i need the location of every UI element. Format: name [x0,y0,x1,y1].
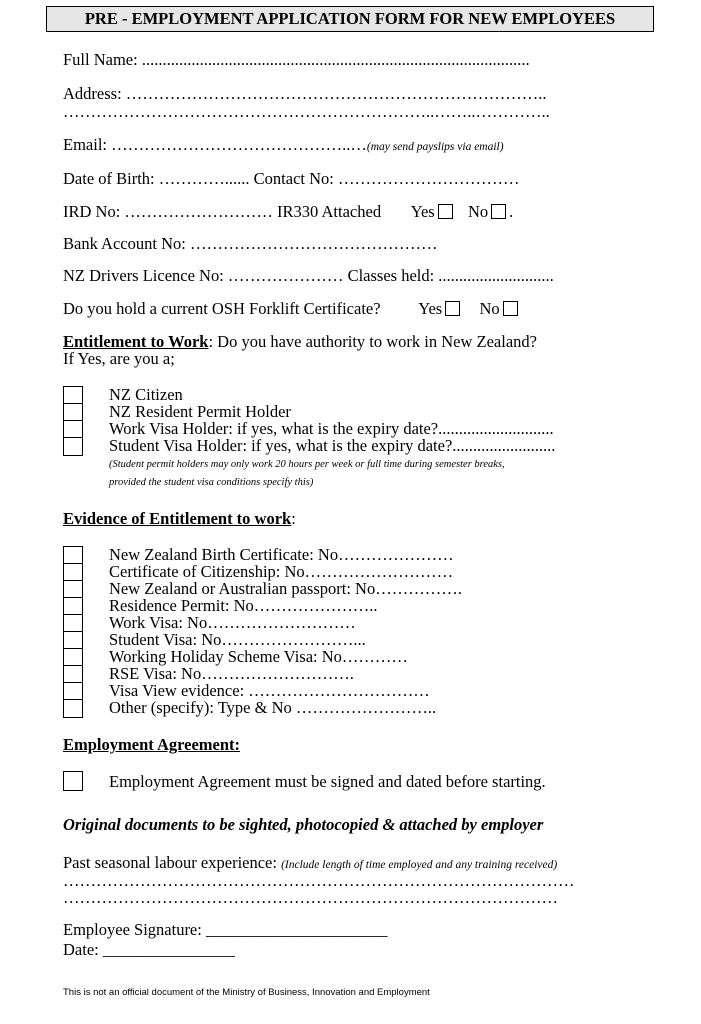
address-field-line-1[interactable]: Address: ………………………………………………………………….. [63,84,547,103]
classes-field[interactable]: Classes held: ............................ [347,266,554,285]
list-item: Work Visa Holder: if yes, what is the expiry date?............................ [109,419,554,438]
list-item: Visa View evidence: …………………………… [109,681,430,700]
agreement-text: Employment Agreement must be signed and dated before starting. [109,772,546,791]
signature-field[interactable]: Employee Signature: ______________________ [63,920,388,939]
entitlement-question: : Do you have authority to work in New Zealand? [208,332,537,351]
list-item: Residence Permit: No………………….. [109,596,378,615]
list-item: New Zealand or Australian passport: No……………. [109,579,462,598]
date-field[interactable]: Date: ________________ [63,940,235,959]
forklift-row [63,300,521,318]
dob-contact-row [63,170,519,188]
licence-row [63,267,554,285]
ir330-yes-label: Yes [410,202,435,221]
work-visa-checkbox[interactable] [64,421,82,438]
forklift-yes-checkbox[interactable] [445,301,460,316]
rse-visa-checkbox[interactable] [64,666,82,683]
residence-permit-checkbox[interactable] [64,598,82,615]
nz-citizen-checkbox[interactable] [64,387,82,404]
entitlement-heading: Entitlement to Work [63,332,209,351]
list-item: Other (specify): Type & No …………………….. [109,698,437,717]
experience-line-2[interactable]: ……………………………………………………………………………… [63,888,558,907]
evidence-checkbox-column [63,546,83,718]
evidence-list [109,546,462,716]
birth-certificate-checkbox[interactable] [64,547,82,564]
ird-field[interactable]: IRD No: ……………………… [63,202,278,221]
evidence-colon: : [291,509,296,528]
list-item: Certificate of Citizenship: No……………………… [109,562,454,581]
evidence-heading: Evidence of Entitlement to work [63,509,292,528]
address-field-line-2[interactable]: …………………………………………………………..……..………….. [63,102,550,121]
passport-checkbox[interactable] [64,581,82,598]
bank-account-field[interactable]: Bank Account No: ……………………………………… [63,234,438,253]
ird-row [63,203,513,221]
list-item: New Zealand Birth Certificate: No………………… [109,545,454,564]
licence-field[interactable]: NZ Drivers Licence No: ………………… [63,266,348,285]
agreement-checkbox[interactable] [63,771,83,791]
resident-permit-checkbox[interactable] [64,404,82,421]
experience-line-1[interactable]: ………………………………………………………………………………… [63,871,575,890]
list-item: Student Visa Holder: if yes, what is the expiry date?......................... [109,436,556,455]
email-note: (may send payslips via email) [366,141,504,153]
list-item: NZ Citizen [109,385,183,404]
list-item: RSE Visa: No………………………. [109,664,354,683]
forklift-yes-label: Yes [418,299,443,318]
list-item: Work Visa: No……………………… [109,613,356,632]
working-holiday-checkbox[interactable] [64,649,82,666]
footer-disclaimer: This is not an official document of the Ministry of Business, Innovation and Employment [63,987,430,998]
forklift-no-label: No [479,299,500,318]
experience-note: (Include length of time employed and any training received) [281,859,558,871]
forklift-question: Do you hold a current OSH Forklift Certificate? [63,299,381,318]
list-item: Working Holiday Scheme Visa: No………… [109,647,408,666]
contact-field[interactable]: Contact No: …………………………… [253,169,520,188]
entitlement-list [109,386,555,454]
forklift-no-checkbox[interactable] [503,301,518,316]
student-visa-evidence-checkbox[interactable] [64,632,82,649]
ir330-period: . [509,202,514,221]
ir330-no-checkbox[interactable] [491,204,506,219]
work-visa-evidence-checkbox[interactable] [64,615,82,632]
email-field[interactable]: Email: ……………………………………..… [63,135,367,154]
list-item: NZ Resident Permit Holder [109,402,291,421]
student-note-line-2: provided the student visa conditions specify this) [109,477,314,488]
student-visa-checkbox[interactable] [64,438,82,455]
evidence-row [63,510,296,528]
dob-field[interactable]: Date of Birth: …………...... [63,169,254,188]
email-row [63,136,504,156]
ir330-yes-checkbox[interactable] [438,204,453,219]
experience-label: Past seasonal labour experience: [63,853,282,872]
ir330-no-label: No [467,202,489,221]
originals-notice: Original documents to be sighted, photocopied & attached by employer [63,815,544,834]
agreement-heading [63,736,240,754]
entitlement-checkbox-column [63,386,83,456]
full-name-field[interactable]: Full Name: .............................................................................................. [63,50,530,69]
citizenship-certificate-checkbox[interactable] [64,564,82,581]
form-title: PRE - EMPLOYMENT APPLICATION FORM FOR NEW EMPLOYEES [46,6,654,32]
visa-view-checkbox[interactable] [64,683,82,700]
ir330-label: IR330 Attached [277,202,382,221]
other-evidence-checkbox[interactable] [64,700,82,717]
agreement-heading-text: Employment Agreement: [63,735,241,754]
entitlement-if-yes: If Yes, are you a; [63,349,175,368]
student-note-line-1: (Student permit holders may only work 20 hours per week or full time during semester breaks, [109,459,505,470]
list-item: Student Visa: No……………………... [109,630,366,649]
